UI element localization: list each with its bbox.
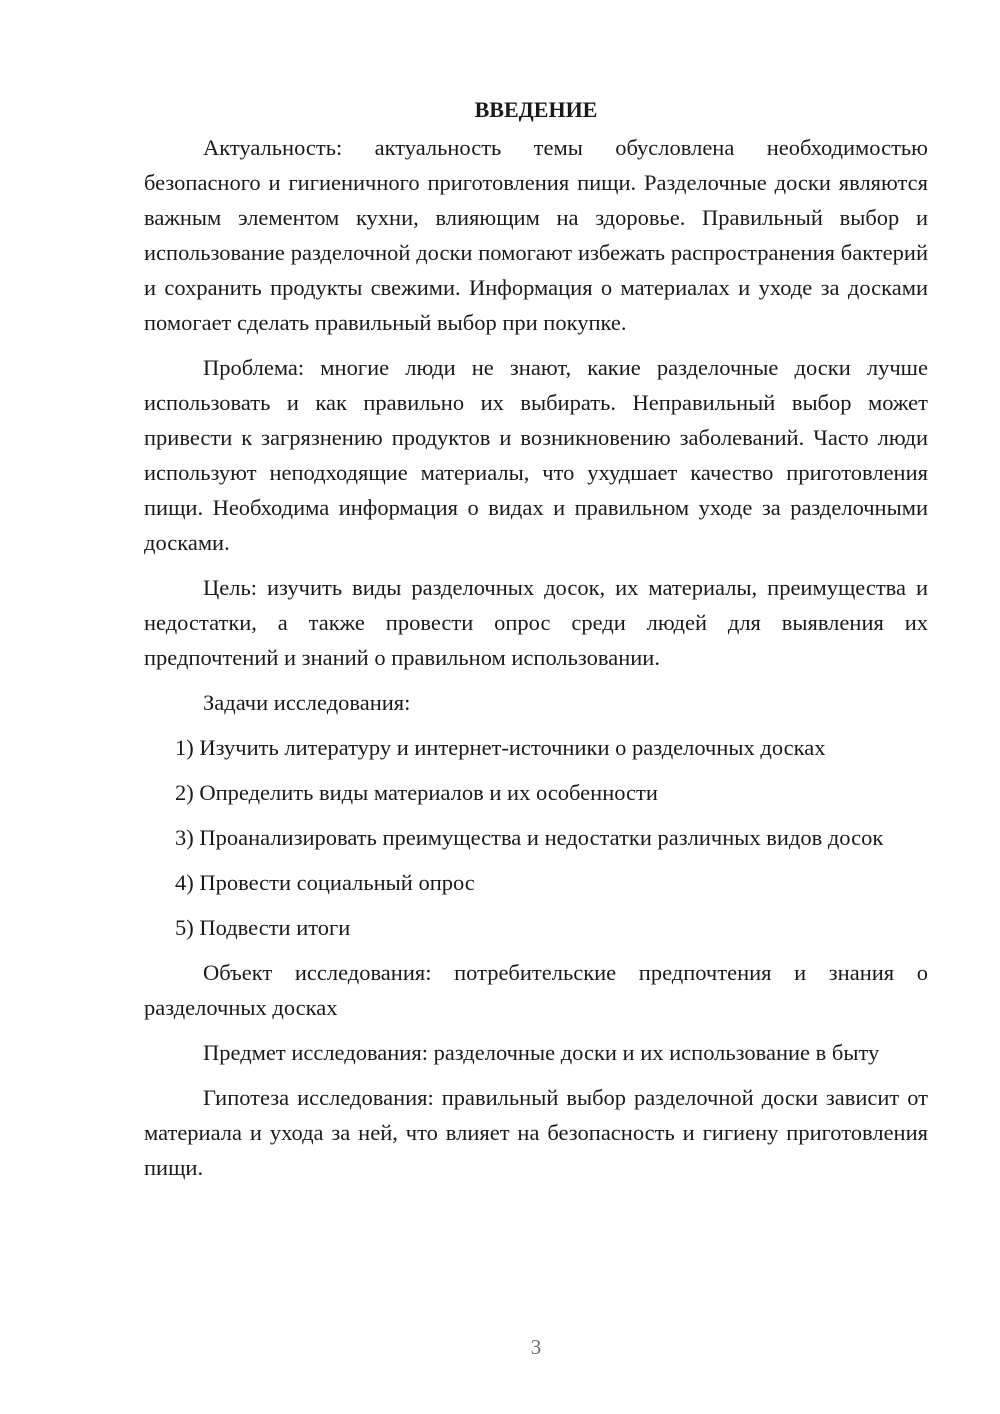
goal-paragraph: Цель: изучить виды разделочных досок, их материалы, преимущества и недостатки, а также провести опрос среди людей для выявления их предпочтений и знаний о правильном использовании. (144, 575, 928, 670)
object-paragraph: Объект исследования: потребительские предпочтения и знания о разделочных досках (144, 960, 928, 1020)
problem-paragraph: Проблема: многие люди не знают, какие разделочные доски лучше использовать и как правильно их выбирать. Неправильный выбор может привести к загрязнению продуктов и возникновению заболеваний. Часто люди используют неподходящие материалы, что ухудшает качество приготовления пищи. Необходима информация о видах и правильном уходе за разделочными досками. (144, 355, 928, 555)
task-item: 4) Провести социальный опрос (175, 870, 475, 895)
task-item: 3) Проанализировать преимущества и недостатки различных видов досок (175, 825, 884, 850)
hypothesis-paragraph: Гипотеза исследования: правильный выбор разделочной доски зависит от материала и ухода за ней, что влияет на безопасность и гигиену приготовления пищи. (144, 1085, 928, 1180)
task-item: 5) Подвести итоги (175, 915, 351, 940)
section-title: ВВЕДЕНИЕ (474, 97, 598, 122)
task-item: 2) Определить виды материалов и их особенности (175, 780, 658, 805)
page-body (144, 92, 928, 1185)
relevance-paragraph: Актуальность: актуальность темы обусловлена необходимостью безопасного и гигиеничного приготовления пищи. Разделочные доски являются важным элементом кухни, влияющим на здоровье. Правильный выбор и использование разделочной доски помогают избежать распространения бактерий и сохранить продукты свежими. Информация о материалах и уходе за досками помогает сделать правильный выбор при покупке. (144, 135, 928, 335)
page-number: 3 (530, 1335, 542, 1359)
task-item: 1) Изучить литературу и интернет-источники о разделочных досках (175, 735, 826, 760)
subject-paragraph: Предмет исследования: разделочные доски и их использование в быту (203, 1040, 880, 1065)
tasks-heading: Задачи исследования: (203, 690, 411, 715)
